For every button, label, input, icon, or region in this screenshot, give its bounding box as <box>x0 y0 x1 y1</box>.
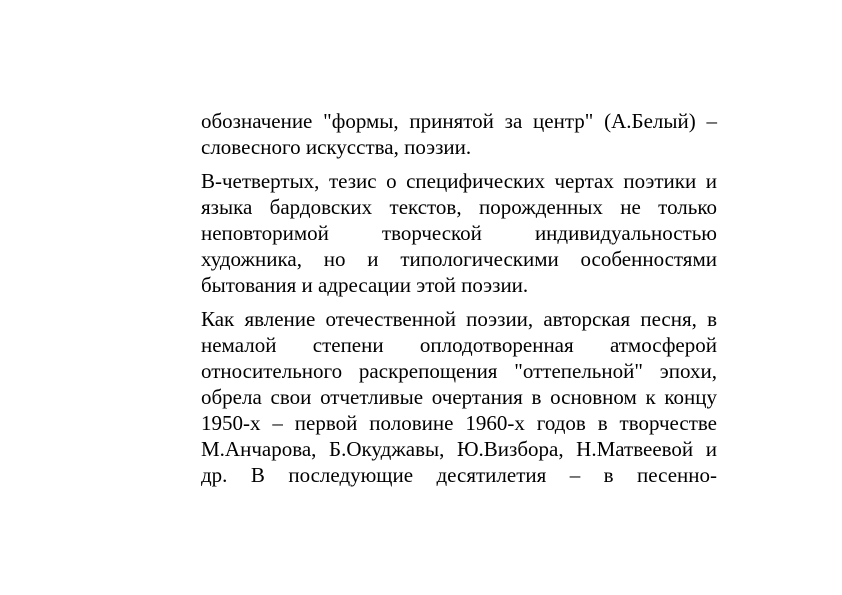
text-line: относительного раскрепощения "оттепельной" эпохи, <box>201 359 717 383</box>
paragraph-gap <box>201 160 717 168</box>
text-line: неповторимой творческой индивидуальностью <box>201 221 717 245</box>
text-line: обрела свои отчетливые очертания в основном к концу <box>201 385 717 409</box>
text-line: 1950-х – первой половине 1960-х годов в творчестве <box>201 411 717 435</box>
paragraph-gap <box>201 298 717 306</box>
text-line: В-четвертых, тезис о специфических чертах поэтики и <box>201 169 717 193</box>
text-line: М.Анчарова, Б.Окуджавы, Ю.Визбора, Н.Матвеевой и <box>201 437 717 461</box>
text-line: бытования и адресации этой поэзии. <box>201 273 529 297</box>
text-line: др. В последующие десятилетия – в песенно- <box>201 463 717 487</box>
text-line: Как явление отечественной поэзии, авторская песня, в <box>201 307 717 331</box>
text-line: художника, но и типологическими особенностями <box>201 247 717 271</box>
text-line: обозначение "формы, принятой за центр" (А.Белый) – <box>201 109 717 133</box>
paragraph-1 <box>201 108 717 160</box>
text-line: языка бардовских текстов, порожденных не только <box>201 195 717 219</box>
paragraph-3 <box>201 306 717 488</box>
text-line: немалой степени оплодотворенная атмосферой <box>201 333 717 357</box>
text-line: словесного искусства, поэзии. <box>201 135 472 159</box>
body-text <box>201 108 717 488</box>
paragraph-2 <box>201 168 717 298</box>
